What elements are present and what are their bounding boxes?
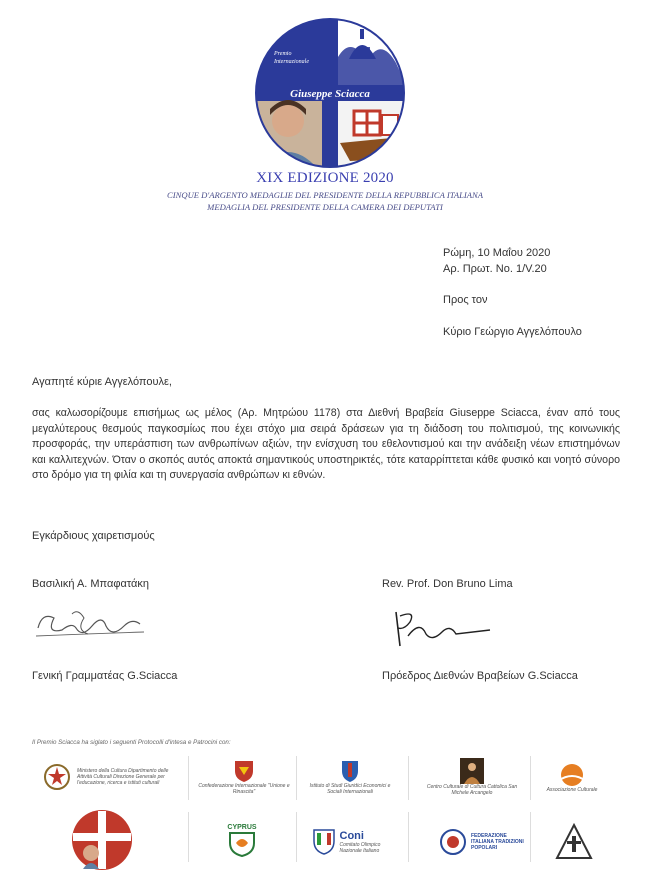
- edition-title: XIX EDIZIONE 2020: [256, 170, 394, 186]
- left-signatory-title: Γενική Γραμματέας G.Sciacca: [32, 670, 178, 682]
- sponsor-triangle-emblem: [552, 820, 596, 864]
- saint-image-icon: [460, 758, 484, 784]
- orange-sun-icon: [554, 761, 590, 787]
- left-signature: [32, 604, 152, 648]
- italian-republic-emblem-icon: [43, 762, 71, 792]
- divider: [296, 756, 297, 800]
- right-signatory-name: Rev. Prof. Don Bruno Lima: [382, 578, 513, 590]
- salutation: Αγαπητέ κύριε Αγγελόπουλε,: [32, 376, 172, 388]
- fitp-logo-icon: [439, 828, 467, 856]
- sponsor-ministero: Ministero della Cultura Dipartimento delle Attività Culturali Direzione Generale per l'educazione, ricerca e istituti culturali: [40, 752, 180, 802]
- protocols-note: Il Premio Sciacca ha siglato i seguenti Protocolli d'intesa e Patrocini con:: [32, 739, 231, 746]
- sponsor-coni: Coni Comitato Olimpico Nazionale Italiano: [306, 820, 402, 864]
- place-date: Ρώμη, 10 Μαΐου 2020: [443, 247, 551, 259]
- triangle-emblem-icon: [554, 822, 594, 862]
- to-label: Προς τον: [443, 294, 488, 306]
- sponsor-unione-rinascita: Confederazione Internazionale "Unione e Rinascita": [196, 752, 292, 802]
- logo-prize-line2: Internazionale: [274, 59, 309, 65]
- red-shield-icon: [233, 759, 255, 783]
- coni-shield-icon: [313, 829, 335, 855]
- divider: [408, 756, 409, 800]
- medal-line-1: CINQUE D'ARGENTO MEDAGLIE DEL PRESIDENTE DELLA REPUBBLICA ITALIANA: [167, 190, 483, 200]
- divider: [530, 812, 531, 862]
- right-signature: [386, 606, 496, 650]
- blue-red-shield-icon: [340, 759, 360, 783]
- divider: [188, 756, 189, 800]
- premio-sciacca-logo: [254, 17, 406, 169]
- letter-body: σας καλωσορίζουμε επισήμως ως μέλος (Αρ. Μητρώου 1178) στα Διεθνή Βραβεία Giuseppe Sciacca, έναν από τους μεγαλύτερους θεσμούς παγκοσμίως που έχει στόχο μια σειρά δράσεων για τη διάδοση του πολιτισμού, της κοινωνικής προσφοράς, την υπεράσπιση των ανθρωπίνων αξιών, την ενίσχυση του εθελοντισμού και την ανάδειξη νέων επιστημόνων και καλλιτεχνών. Όταν ο σκοπός αυτός αποκτά σημαντικούς υποστηρικτές, τότε καταρρίπτεται κάθε φυσικό και νοητό σύνορο στο δρόμο για τη φιλία και τη συνεργασία ανθρώπων κι εθνών.: [32, 407, 620, 482]
- medal-line-2: MEDAGLIA DEL PRESIDENTE DELLA CAMERA DEI DEPUTATI: [207, 202, 443, 212]
- sponsor-istituto-studi: Istituto di Studi Giuridici Economici e Sociali Internazionali: [302, 752, 398, 802]
- left-signatory-name: Βασιλική Α. Μπαφατάκη: [32, 578, 150, 590]
- sponsor-cyprus: CYPRUS: [210, 818, 274, 862]
- sponsor-associazione: Associazione Culturale: [540, 752, 604, 802]
- recipient-name: Κύριο Γεώργιο Αγγελόπουλο: [443, 326, 582, 338]
- protocol-number: Αρ. Πρωτ. Νο. 1/V.20: [443, 263, 547, 275]
- sponsor-centro-culturale: Centro Culturale di Cultura Cattolica San Michele Arcangelo: [420, 752, 524, 802]
- divider: [296, 812, 297, 862]
- cyprus-emblem-icon: [228, 831, 256, 857]
- logo-name: Giuseppe Sciacca: [290, 88, 370, 100]
- divider: [408, 812, 409, 862]
- closing: Εγκάρδιους χαιρετισμούς: [32, 530, 155, 542]
- logo-prize-line1: Premio: [274, 51, 292, 57]
- sponsor-fitp: FEDERAZIONE ITALIANA TRADIZIONI POPOLARI: [438, 820, 528, 864]
- sponsor-premio-sciacca-badge: [70, 808, 134, 872]
- sciacca-badge-icon: [71, 809, 133, 871]
- divider: [530, 756, 531, 800]
- right-signatory-title: Πρόεδρος Διεθνών Βραβείων G.Sciacca: [382, 670, 578, 682]
- divider: [188, 812, 189, 862]
